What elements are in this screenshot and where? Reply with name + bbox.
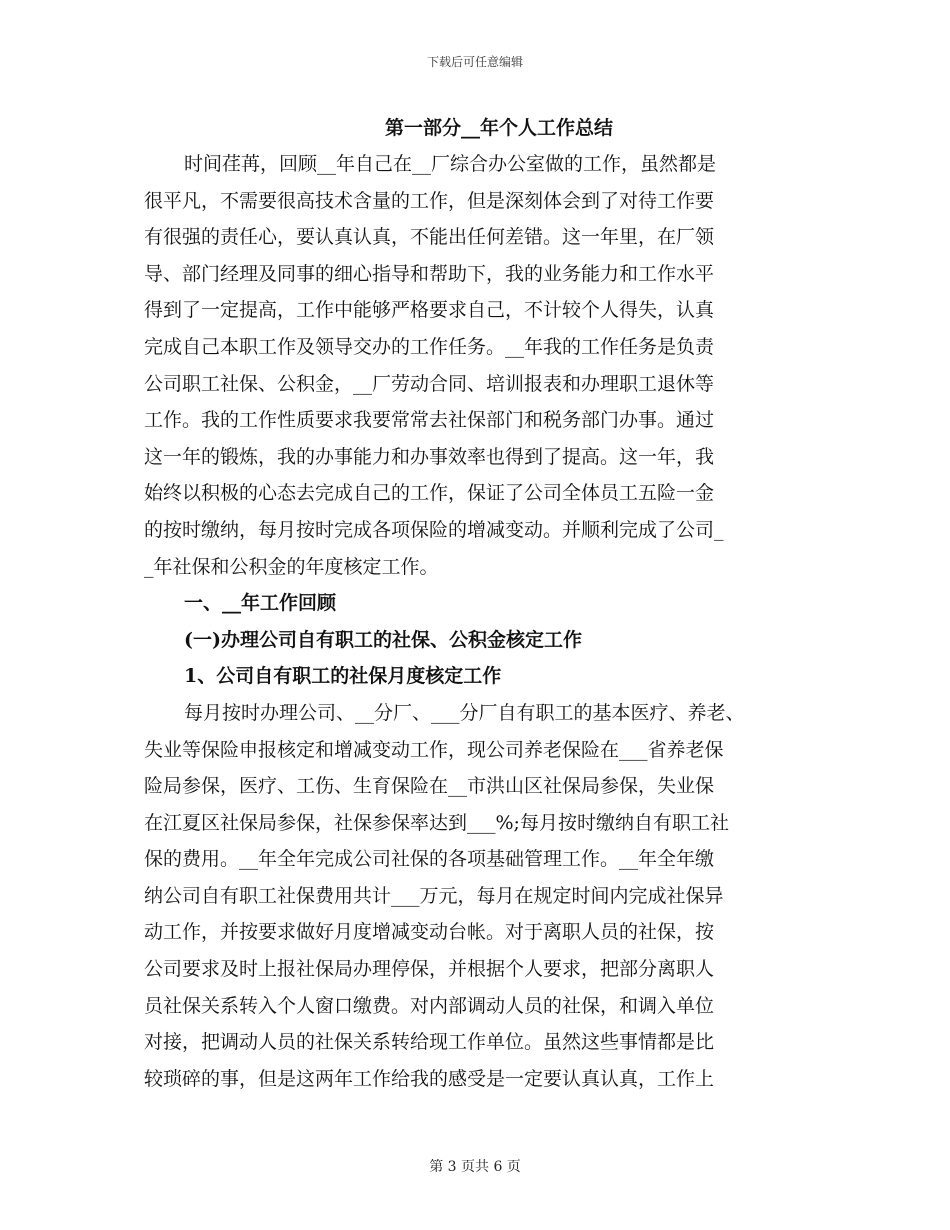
page-footer: 第 3 页共 6 页 <box>429 1159 521 1175</box>
paragraph-line: 保的费用。__年全年完成公司社保的各项基础管理工作。__年全年缴 <box>144 848 715 871</box>
document-body <box>144 110 824 1097</box>
paragraph-line: 完成自己本职工作及领导交办的工作任务。__年我的工作任务是负责 <box>144 335 715 358</box>
paragraph-line: 动工作，并按要求做好月度增减变动台帐。对于离职人员的社保，按 <box>144 921 715 944</box>
paragraph-line: 在江夏区社保局参保，社保参保率达到___%;每月按时缴纳自有职工社 <box>144 811 729 834</box>
paragraph-line: _年社保和公积金的年度核定工作。 <box>144 555 439 578</box>
section-heading: 一、__年工作回顾 <box>184 592 337 615</box>
paragraph-line: 始终以积极的心态去完成自己的工作，保证了公司全体员工五险一金 <box>144 482 715 505</box>
paragraph-line: 纳公司自有职工社保费用共计___万元，每月在规定时间内完成社保异 <box>144 884 724 907</box>
subsection-heading: (一)办理公司自有职工的社保、公积金核定工作 <box>184 628 582 651</box>
page-header: 下载后可任意编辑 <box>426 55 523 69</box>
paragraph-line: 失业等保险申报核定和增减变动工作，现公司养老保险在___省养老保 <box>144 738 724 761</box>
paragraph-line: 公司要求及时上报社保局办理停保，并根据个人要求，把部分离职人 <box>144 958 715 981</box>
paragraph-line: 时间荏苒，回顾__年自己在__厂综合办公室做的工作，虽然都是 <box>184 153 717 175</box>
subsubsection-heading: 1、公司自有职工的社保月度核定工作 <box>184 665 502 688</box>
paragraph-line: 较琐碎的事，但是这两年工作给我的感受是一定要认真认真，工作上 <box>144 1067 715 1090</box>
paragraph-line: 员社保关系转入个人窗口缴费。对内部调动人员的社保，和调入单位 <box>144 994 715 1017</box>
paragraph-line: 导、部门经理及同事的细心指导和帮助下，我的业务能力和工作水平 <box>144 262 715 285</box>
document-title: 第一部分__年个人工作总结 <box>384 117 613 139</box>
paragraph-line: 得到了一定提高，工作中能够严格要求自己，不计较个人得失，认真 <box>144 299 715 322</box>
paragraph-intro <box>144 146 824 585</box>
paragraph-line: 对接，把调动人员的社保关系转给现工作单位。虽然这些事情都是比 <box>144 1031 715 1054</box>
paragraph-line: 这一年的锻炼，我的办事能力和办事效率也得到了提高。这一年，我 <box>144 445 715 468</box>
paragraph-line: 每月按时办理公司、__分厂、___分厂自有职工的基本医疗、养老、 <box>184 701 745 724</box>
paragraph-line: 险局参保，医疗、工伤、生育保险在__市洪山区社保局参保，失业保 <box>144 775 715 798</box>
paragraph-line: 有很强的责任心，要认真认真，不能出任何差错。这一年里，在厂领 <box>144 226 715 249</box>
paragraph-line: 工作。我的工作性质要求我要常常去社保部门和税务部门办事。通过 <box>144 409 715 432</box>
paragraph-line: 的按时缴纳，每月按时完成各项保险的增减变动。并顺利完成了公司_ <box>144 518 724 541</box>
paragraph-line: 公司职工社保、公积金，__厂劳动合同、培训报表和办理职工退休等 <box>144 372 715 395</box>
paragraph-social-insurance <box>144 695 824 1098</box>
paragraph-line: 很平凡，不需要很高技术含量的工作，但是深刻体会到了对待工作要 <box>144 189 715 212</box>
